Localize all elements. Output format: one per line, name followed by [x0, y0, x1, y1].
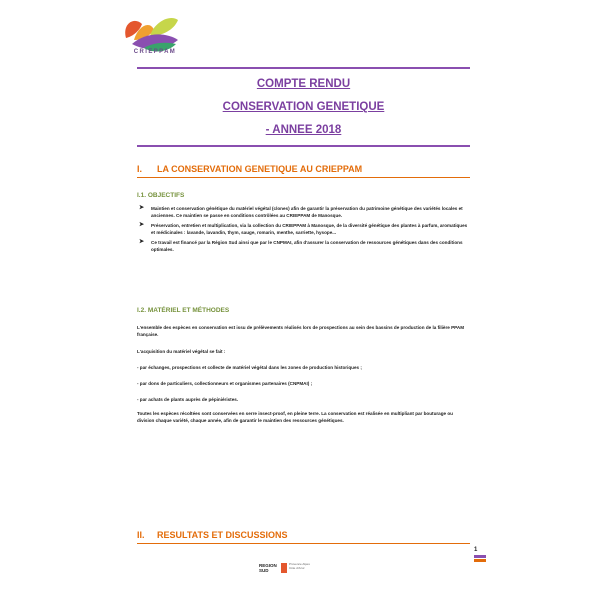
arrow-bullet-icon: ➤ — [139, 205, 145, 211]
methods-paragraph: - par échanges, prospections et collecte de matériel végétal dans les zones de production historiques ; — [137, 365, 362, 370]
region-sud-text: REGION SUD — [259, 563, 277, 573]
objectives-list — [137, 205, 470, 255]
section-1-title: LA CONSERVATION GENETIQUE AU CRIEPPAM — [157, 164, 363, 174]
methods-paragraph: - par dons de particuliers, collectionneurs et organismes partenaires (CNPMAI) ; — [137, 381, 313, 386]
section-1-underline — [137, 177, 470, 178]
section-2-title: RESULTATS ET DISCUSSIONS — [157, 530, 288, 540]
title-rule-top — [137, 67, 470, 69]
region-sud-subtitle: Provence Alpes Côte d'Azur — [289, 562, 310, 570]
section-2-heading — [137, 530, 288, 540]
list-item-text: Maintien et conservation génétique du matériel végétal (clones) afin de garantir la préservation du patrimoine génétique des variétés locales et anciennes. Ce maintien se passe en conditions contrôlées au CRIEPPAM de Manosque. — [151, 206, 463, 219]
arrow-bullet-icon: ➤ — [139, 221, 145, 228]
section-2-number: II. — [137, 530, 145, 540]
methods-paragraph: - par achats de plants auprès de pépiniéristes. — [137, 397, 239, 402]
section-1-number: I. — [137, 164, 143, 174]
report-title: COMPTE RENDU — [256, 78, 351, 90]
list-item — [137, 239, 470, 254]
region-sud-mark-icon — [281, 563, 287, 573]
subsection-1-1-heading: I.1. OBJECTIFS — [137, 192, 185, 199]
page-number: 1 — [474, 547, 478, 553]
logo-wordmark: CRIEPPAM — [133, 49, 177, 55]
page-mark-orange — [474, 559, 486, 562]
section-1-heading — [137, 164, 362, 174]
report-subject: CONSERVATION GENETIQUE — [222, 101, 385, 113]
subsection-1-2-heading: I.2. MATÉRIEL ET MÉTHODES — [137, 307, 230, 314]
section-2-underline — [137, 543, 470, 544]
methods-paragraph: Toutes les espèces récoltées sont conservées en serre insect-proof, en pleine terre. La conservation est réalisée en multipliant par bouturage ou division chaque variété, chaque année, afin de garantir le maintien des ressources génétiques. — [137, 411, 453, 424]
report-year: - ANNEE 2018 — [265, 124, 342, 136]
list-item-text: Ce travail est financé par la Région Sud ainsi que par le CNPMAI, afin d'assurer la conservation de ressources génétiques dans des conditions optimales. — [151, 239, 463, 253]
arrow-bullet-icon: ➤ — [139, 238, 145, 245]
list-item-text: Préservation, entretien et multiplication, via la collection du CRIEPPAM à Manosque, de la diversité génétique des plantes à parfum, aromatiques et médicinales : lavande, lavandin, thym, sauge, romarin, menthe, sarriette, hysope... — [151, 222, 468, 236]
list-item — [137, 205, 470, 220]
methods-paragraph: L'acquisition du matériel végétal se fait : — [137, 349, 226, 354]
title-rule-bottom — [137, 145, 470, 147]
list-item — [137, 222, 470, 237]
methods-paragraph: L'ensemble des espèces en conservation est issu de prélèvements réalisés lors de prospections au sein des bassins de production de la filière PPAM française. — [137, 325, 465, 338]
region-sud-logo — [259, 561, 309, 575]
page-mark-purple — [474, 555, 486, 558]
